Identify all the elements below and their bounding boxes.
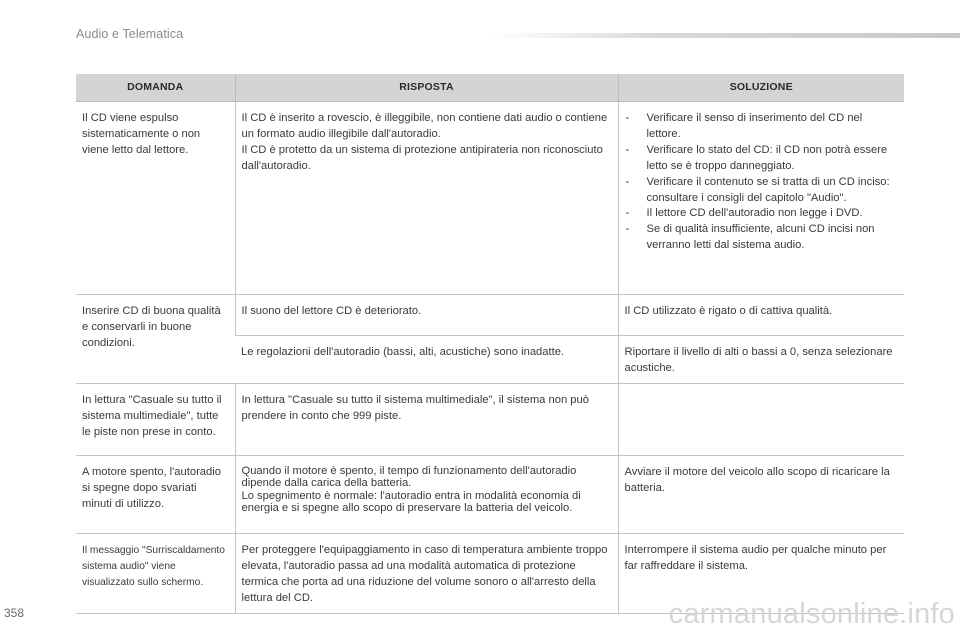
list-item-text: Il lettore CD dell'autoradio non legge i DVD.	[646, 207, 863, 220]
domanda-cell: Il CD viene espulso sistematicamente o non viene letto dal lettore.	[76, 102, 235, 295]
soluzione-cell: Riportare il livello di alti o bassi a 0, senza selezionare acustiche.	[618, 336, 904, 384]
risposta-paragraph: Lo spegnimento è normale: l'autoradio entra in modalità economia di energia e si spegne allo scopo di preservare la batteria del veicolo.	[241, 489, 581, 515]
risposta-cell: Le regolazioni dell'autoradio (bassi, alti, acustiche) sono inadatte.	[235, 336, 618, 384]
table-row	[76, 383, 904, 455]
domanda-cell: In lettura "Casuale su tutto il sistema multimediale", tutte le piste non prese in conto.	[76, 383, 235, 455]
soluzione-cell: Avviare il motore del veicolo allo scopo di ricaricare la batteria.	[618, 455, 904, 533]
list-item-text: Verificare lo stato del CD: il CD non potrà essere letto se è troppo danneggiato.	[646, 143, 888, 172]
column-header-domanda: DOMANDA	[76, 74, 235, 102]
dash-marker: -	[625, 143, 630, 156]
dash-marker: -	[625, 112, 630, 124]
table-row	[76, 102, 904, 295]
list-item	[625, 175, 899, 207]
dash-marker: -	[625, 207, 630, 220]
risposta-cell: Il suono del lettore CD è deteriorato.	[235, 295, 618, 336]
dash-marker: -	[625, 175, 630, 188]
list-item	[625, 206, 899, 222]
dash-marker: -	[625, 223, 630, 236]
soluzione-cell	[618, 102, 904, 295]
soluzione-list	[625, 111, 899, 254]
soluzione-cell	[618, 383, 904, 455]
list-item-text: Verificare il senso di inserimento del CD nel lettore.	[646, 112, 863, 140]
watermark-text: carmanualsonline.info	[668, 598, 955, 630]
column-header-soluzione: SOLUZIONE	[618, 74, 904, 102]
table-row	[76, 295, 904, 336]
domanda-cell: A motore spento, l'autoradio si spegne dopo svariati minuti di utilizzo.	[76, 455, 235, 533]
domanda-cell: Il messaggio "Surriscaldamento sistema audio" viene visualizzato sullo schermo.	[76, 533, 235, 613]
risposta-paragraph: Il CD è inserito a rovescio, è illeggibile, non contiene dati audio o contiene un formato audio illegibile dall'autoradio.	[241, 112, 608, 140]
faq-table	[76, 74, 904, 614]
domanda-cell: Inserire CD di buona qualità e conservarli in buone condizioni.	[76, 295, 235, 384]
table-header-row	[76, 74, 904, 102]
risposta-cell	[235, 455, 618, 533]
risposta-paragraph: Il CD è protetto da un sistema di protezione antipirateria non riconosciuto dall'autoradio.	[241, 143, 603, 172]
risposta-paragraph: Quando il motore è spento, il tempo di funzionamento dell'autoradio dipende dalla carica della batteria.	[241, 464, 577, 490]
section-title: Audio e Telematica	[76, 27, 184, 41]
list-item	[625, 143, 899, 175]
risposta-cell: In lettura "Casuale su tutto il sistema multimediale", il sistema non può prendere in conto che 999 piste.	[235, 383, 618, 455]
table-row	[76, 455, 904, 533]
soluzione-cell: Interrompere il sistema audio per qualche minuto per far raffreddare il sistema.	[618, 533, 904, 613]
list-item	[625, 222, 899, 254]
list-item-text: Se di qualità insufficiente, alcuni CD incisi non verranno letti dal sistema audio.	[646, 223, 875, 252]
risposta-cell	[235, 102, 618, 295]
column-header-risposta: RISPOSTA	[235, 74, 618, 102]
risposta-cell: Per proteggere l'equipaggiamento in caso di temperatura ambiente troppo elevata, l'autoradio passa ad una modalità automatica di protezione termica che porta ad una riduzione del volume sonoro o all'arresto della lettura del CD.	[235, 533, 618, 613]
soluzione-cell: Il CD utilizzato è rigato o di cattiva qualità.	[618, 295, 904, 336]
list-item	[625, 111, 899, 143]
header-decorative-bar	[490, 33, 960, 38]
page-number: 358	[4, 606, 25, 620]
list-item-text: Verificare il contenuto se si tratta di un CD inciso: consultare i consigli del capitolo "Audio".	[646, 175, 890, 204]
